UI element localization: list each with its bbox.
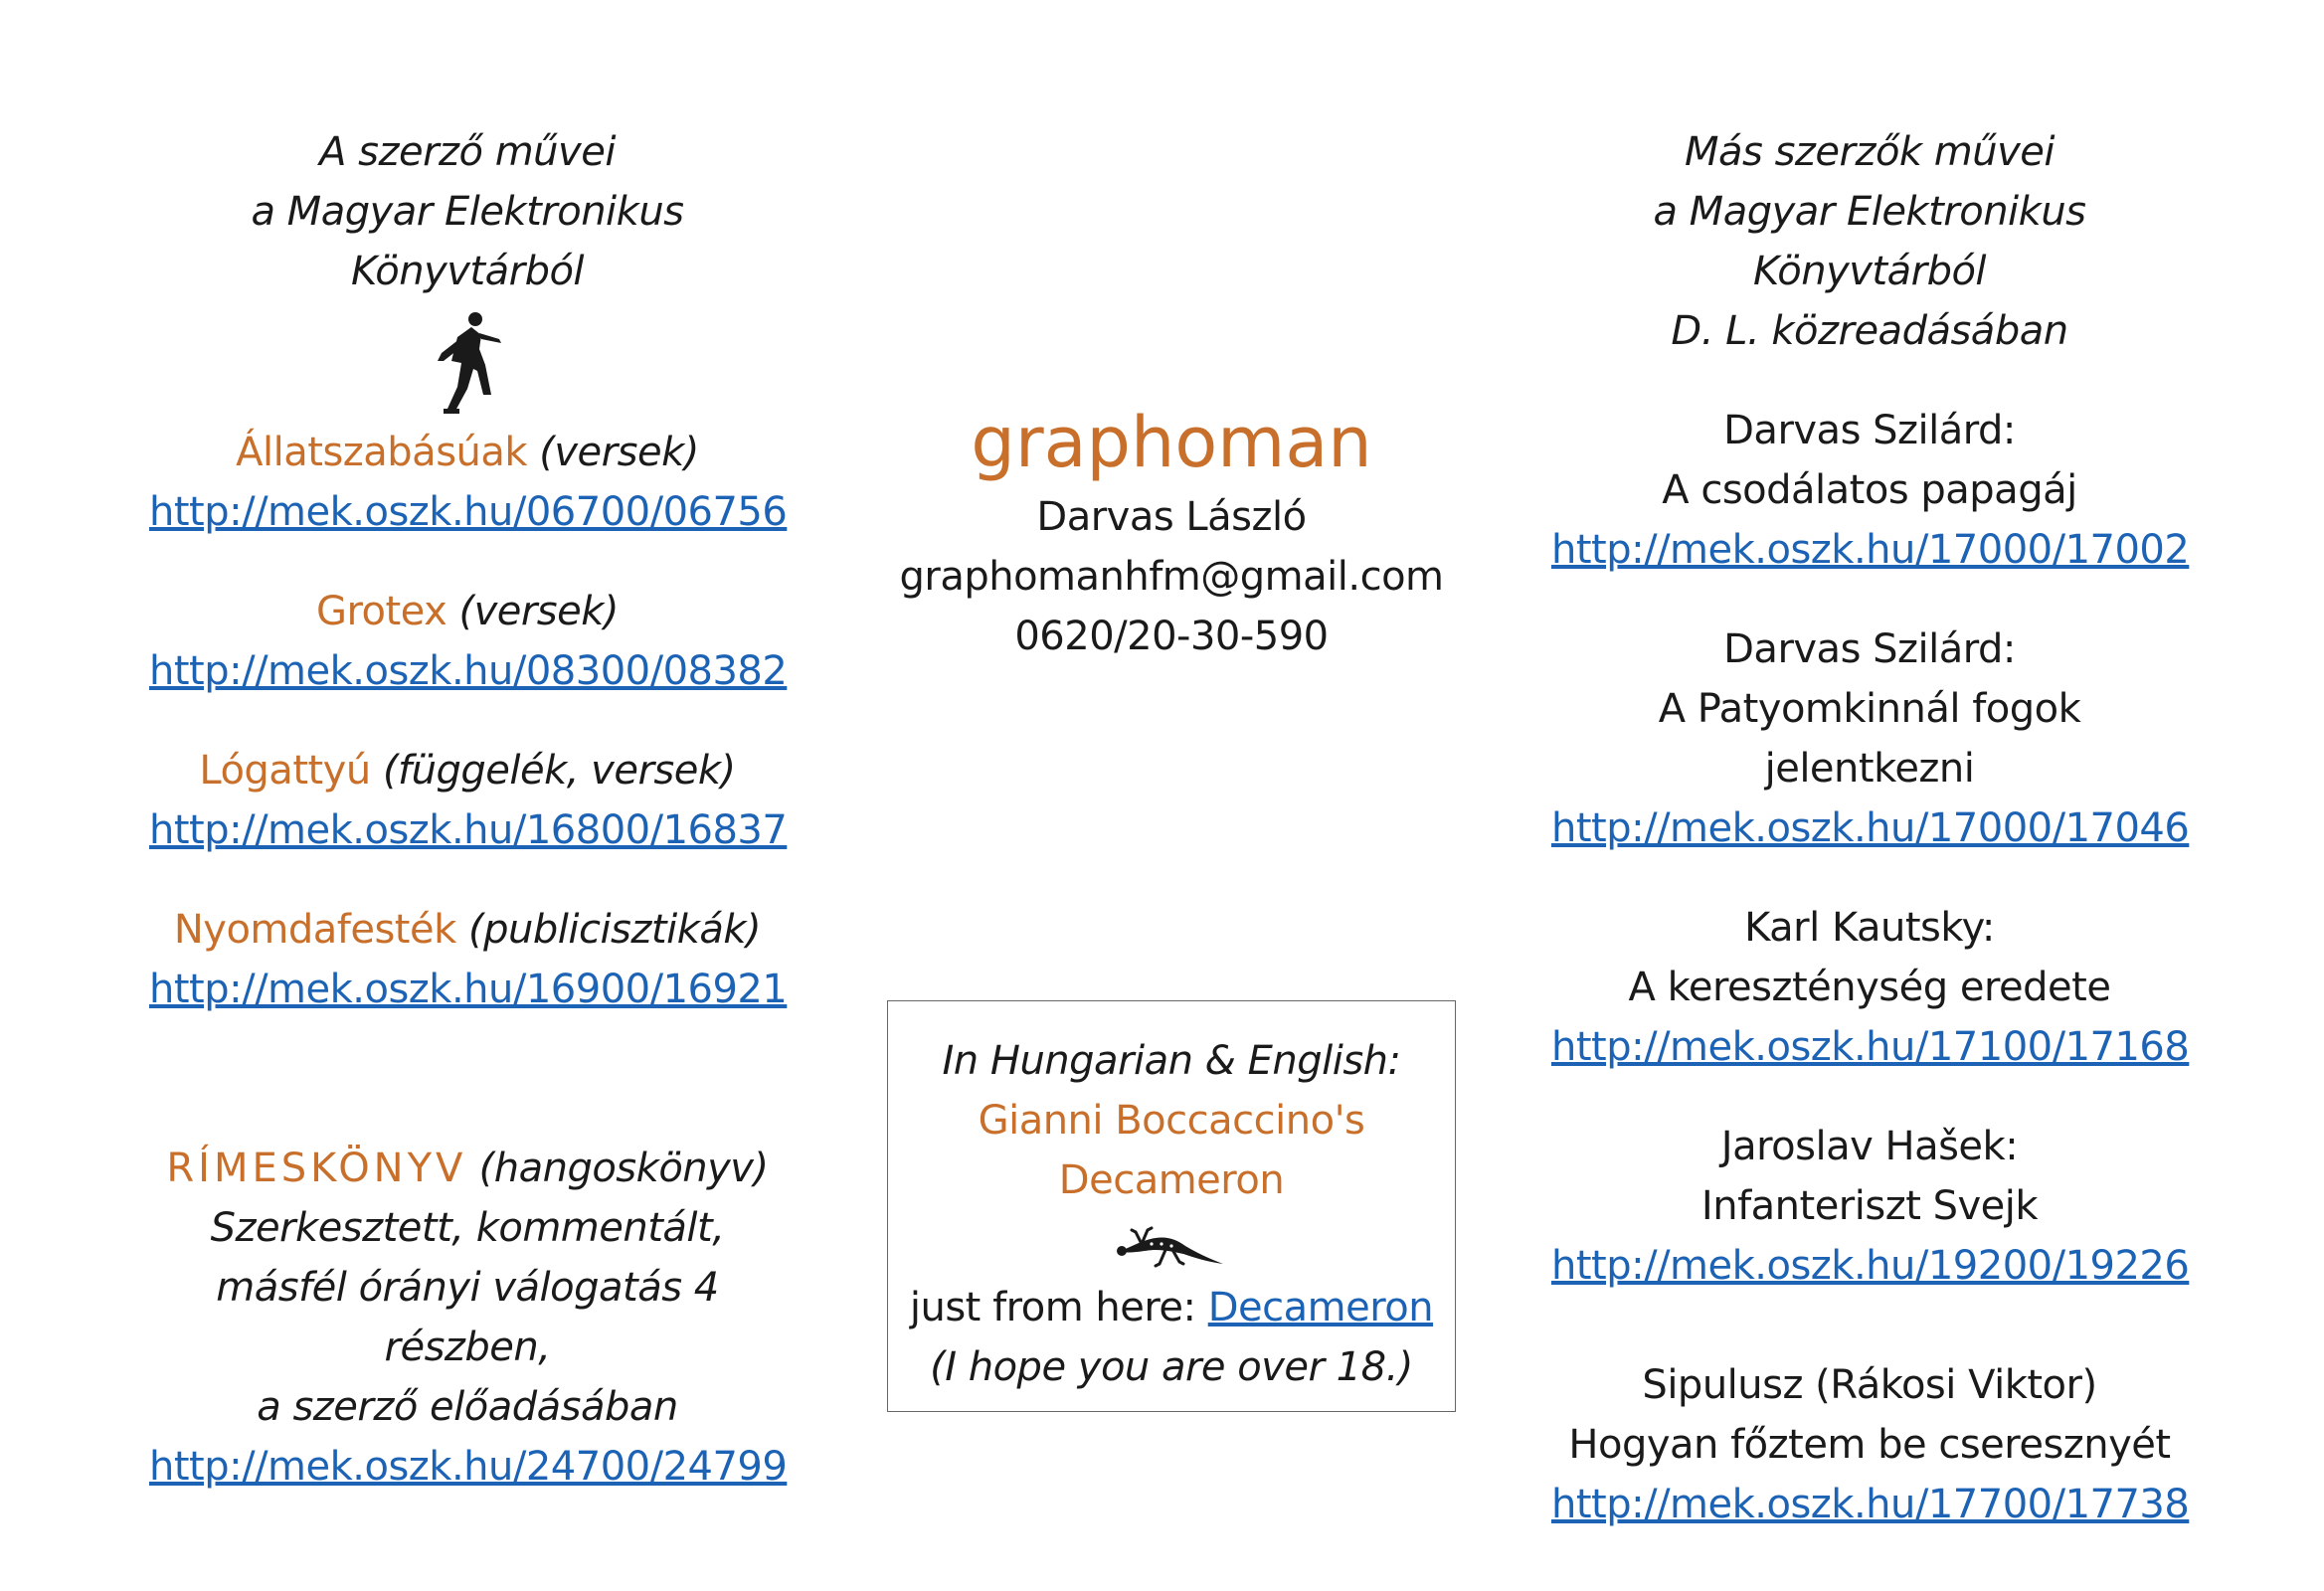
book-author: Darvas Szilárd: xyxy=(1723,626,2016,672)
work-title: Grotex xyxy=(315,589,447,634)
book-author: Jaroslav Hašek: xyxy=(1720,1124,2019,1169)
right-header-line2: a Magyar Elektronikus Könyvtárból xyxy=(1653,189,2086,294)
right-column xyxy=(1551,122,2188,1534)
work-item-4-line xyxy=(149,900,786,960)
center-column xyxy=(875,398,1468,666)
work-genre: (publicisztikák) xyxy=(467,907,762,953)
book-title: A csodálatos papagáj xyxy=(1662,467,2077,513)
audiobook-line xyxy=(149,1139,786,1198)
work-genre: (versek) xyxy=(458,589,620,634)
author-email: graphomanhfm@gmail.com xyxy=(899,554,1444,600)
box-from-label: just from here: xyxy=(909,1285,1196,1330)
work-link[interactable]: http://mek.oszk.hu/16900/16921 xyxy=(149,967,788,1012)
book-link[interactable]: http://mek.oszk.hu/17000/17046 xyxy=(1551,805,2190,851)
work-link[interactable]: http://mek.oszk.hu/08300/08382 xyxy=(149,648,788,694)
audiobook-desc-3: a szerző előadásában xyxy=(257,1384,678,1430)
lizard-icon xyxy=(1112,1218,1231,1274)
left-header-line1: A szerző művei xyxy=(319,129,616,175)
box-note: (I hope you are over 18.) xyxy=(930,1344,1413,1390)
left-column xyxy=(149,122,786,1497)
audiobook-desc-2: másfél órányi válogatás 4 részben, xyxy=(216,1265,719,1370)
book-title: A kereszténység eredete xyxy=(1628,965,2111,1010)
author-phone: 0620/20-30-590 xyxy=(1014,614,1329,659)
book-title: Infanteriszt Svejk xyxy=(1700,1183,2039,1229)
work-link[interactable]: http://mek.oszk.hu/16800/16837 xyxy=(149,807,788,853)
box-line1: In Hungarian & English: xyxy=(942,1038,1401,1084)
book-author: Sipulusz (Rákosi Viktor) xyxy=(1642,1362,2097,1408)
right-header-line1: Más szerzők művei xyxy=(1684,129,2056,175)
work-link[interactable]: http://mek.oszk.hu/06700/06756 xyxy=(149,489,788,535)
book-link[interactable]: http://mek.oszk.hu/17700/17738 xyxy=(1551,1482,2190,1527)
right-header-line3: D. L. közreadásában xyxy=(1671,308,2068,354)
leaping-man-icon xyxy=(428,309,507,419)
audiobook-link[interactable]: http://mek.oszk.hu/24700/24799 xyxy=(149,1444,788,1490)
box-line2: Gianni Boccaccino's Decameron xyxy=(978,1098,1365,1203)
work-genre: (függelék, versek) xyxy=(382,748,736,794)
book-author: Karl Kautsky: xyxy=(1744,905,1995,951)
box-from-line xyxy=(888,1278,1455,1337)
audiobook-title: RÍMESKÖNYV xyxy=(166,1146,467,1191)
decameron-box xyxy=(887,1000,1456,1412)
author-name: Darvas László xyxy=(1036,494,1307,540)
decameron-link[interactable]: Decameron xyxy=(1207,1285,1434,1330)
book-title: A Patyomkinnál fogok jelentkezni xyxy=(1658,686,2081,792)
audiobook-genre: (hangoskönyv) xyxy=(478,1146,769,1191)
book-title: Hogyan főztem be cseresznyét xyxy=(1568,1422,2171,1468)
book-link[interactable]: http://mek.oszk.hu/17000/17002 xyxy=(1551,527,2190,573)
left-header-line2: a Magyar Elektronikus Könyvtárból xyxy=(251,189,684,294)
work-item-2-line xyxy=(149,582,786,641)
work-title: Nyomdafesték xyxy=(173,907,456,953)
book-author: Darvas Szilárd: xyxy=(1723,408,2016,453)
brand-name: graphoman xyxy=(971,402,1372,483)
work-item-1-line xyxy=(149,423,786,482)
work-title: Lógattyú xyxy=(199,748,371,794)
book-link[interactable]: http://mek.oszk.hu/17100/17168 xyxy=(1551,1024,2190,1070)
work-item-3-line xyxy=(149,741,786,800)
audiobook-desc-1: Szerkesztett, kommentált, xyxy=(210,1205,725,1251)
work-title: Állatszabásúak xyxy=(236,430,528,475)
book-link[interactable]: http://mek.oszk.hu/19200/19226 xyxy=(1551,1243,2190,1289)
work-genre: (versek) xyxy=(539,430,699,475)
